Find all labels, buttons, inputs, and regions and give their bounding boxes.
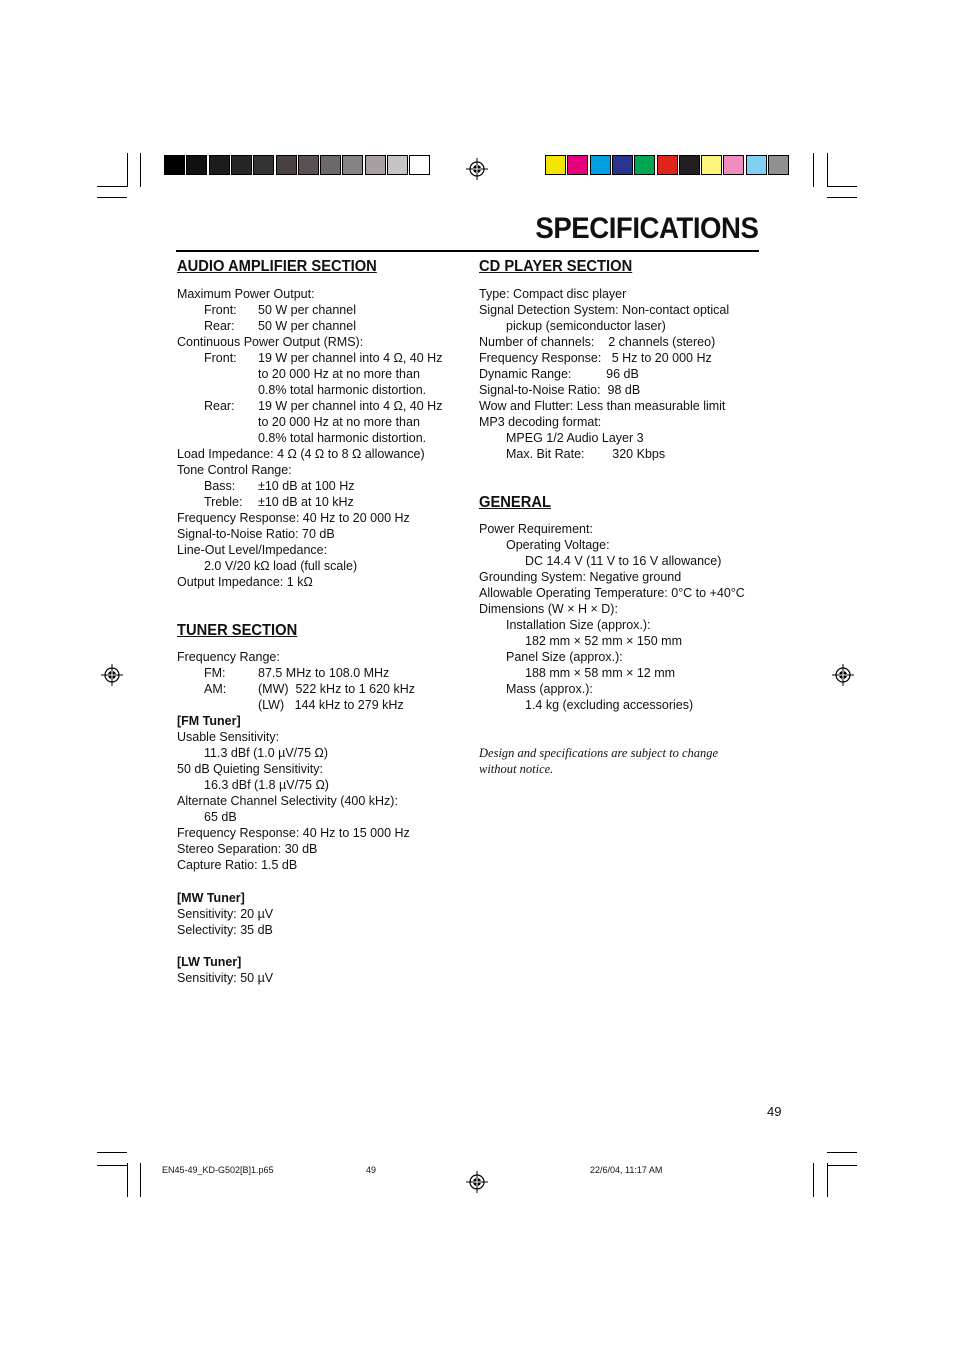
spec-line: Wow and Flutter: Less than measurable limit [479,399,726,413]
spec-label: Front: [204,351,237,365]
color-swatch [387,155,408,175]
registration-mark-icon [101,664,123,686]
subheading: [LW Tuner] [177,955,242,969]
color-swatch [365,155,386,175]
spec-line: Tone Control Range: [177,463,292,477]
spec-value: 16.3 dBf (1.8 µV/75 Ω) [204,778,329,792]
spec-value: ±10 dB at 100 Hz [258,479,355,493]
spec-value: 50 W per channel [258,303,356,317]
spec-line: Continuous Power Output (RMS): [177,335,364,349]
spec-line: Frequency Response: 40 Hz to 20 000 Hz [177,511,410,525]
spec-line: Alternate Channel Selectivity (400 kHz): [177,794,398,808]
subheading: [FM Tuner] [177,714,241,728]
spec-value: 0.8% total harmonic distortion. [258,431,427,445]
color-swatch [209,155,230,175]
spec-line: MPEG 1/2 Audio Layer 3 [506,431,644,445]
spec-line: Type: Compact disc player [479,287,627,301]
spec-line: MP3 decoding format: [479,415,602,429]
spec-line: Output Impedance: 1 kΩ [177,575,313,589]
crop-mark [97,186,127,187]
spec-line: Max. Bit Rate: 320 Kbps [506,447,666,461]
color-swatch [253,155,274,175]
spec-line: Signal-to-Noise Ratio: 98 dB [479,383,641,397]
spec-value: 87.5 MHz to 108.0 MHz [258,666,390,680]
spec-value: 188 mm × 58 mm × 12 mm [525,666,676,680]
spec-value: 182 mm × 52 mm × 150 mm [525,634,683,648]
spec-line: Frequency Range: [177,650,280,664]
registration-mark-icon [466,158,488,180]
footer-page: 49 [366,1165,377,1175]
spec-label: Bass: [204,479,236,493]
color-swatch [768,155,789,175]
spec-line: Frequency Response: 40 Hz to 15 000 Hz [177,826,410,840]
spec-line: Load Impedance: 4 Ω (4 Ω to 8 Ω allowance) [177,447,425,461]
spec-line: Signal Detection System: Non-contact optical [479,303,730,317]
spec-value: 65 dB [204,810,237,824]
spec-line: Maximum Power Output: [177,287,315,301]
crop-mark [827,197,857,198]
cd-heading: CD PLAYER SECTION [479,258,633,275]
spec-value: 19 W per channel into 4 Ω, 40 Hz [258,399,443,413]
spec-value: 2.0 V/20 kΩ load (full scale) [204,559,358,573]
color-swatch [320,155,341,175]
color-swatch [634,155,655,175]
tuner-heading: TUNER SECTION [177,622,298,639]
spec-line: Grounding System: Negative ground [479,570,682,584]
color-swatch [701,155,722,175]
crop-mark [97,1152,127,1153]
spec-value: to 20 000 Hz at no more than [258,415,420,429]
color-swatch [746,155,767,175]
spec-line: Signal-to-Noise Ratio: 70 dB [177,527,335,541]
title-rule [176,250,759,252]
spec-line: Line-Out Level/Impedance: [177,543,328,557]
color-swatch [612,155,633,175]
spec-line: Allowable Operating Temperature: 0°C to +40°C [479,586,745,600]
spec-line: Operating Voltage: [506,538,610,552]
crop-mark [827,153,828,187]
spec-label: Front: [204,303,237,317]
registration-mark-icon [466,1171,488,1193]
color-swatch [342,155,363,175]
color-swatch [164,155,185,175]
crop-mark [827,186,857,187]
spec-value: 11.3 dBf (1.0 µV/75 Ω) [204,746,329,760]
crop-mark [97,1165,127,1166]
spec-line: Capture Ratio: 1.5 dB [177,858,298,872]
spec-line: Panel Size (approx.): [506,650,623,664]
spec-value: ±10 dB at 10 kHz [258,495,354,509]
spec-label: Rear: [204,319,235,333]
crop-mark [140,1163,141,1197]
spec-line: pickup (semiconductor laser) [506,319,666,333]
subheading: [MW Tuner] [177,891,245,905]
spec-value: 50 W per channel [258,319,356,333]
spec-line: Dimensions (W × H × D): [479,602,618,616]
spec-line: Installation Size (approx.): [506,618,651,632]
color-swatch [590,155,611,175]
crop-mark [827,1152,857,1153]
registration-mark-icon [832,664,854,686]
color-swatch [567,155,588,175]
spec-value: (MW) 522 kHz to 1 620 kHz [258,682,415,696]
spec-label: FM: [204,666,226,680]
spec-line: Mass (approx.): [506,682,593,696]
spec-line: Power Requirement: [479,522,593,536]
spec-value: 19 W per channel into 4 Ω, 40 Hz [258,351,443,365]
crop-mark [127,153,128,187]
spec-value: 1.4 kg (excluding accessories) [525,698,694,712]
spec-value: DC 14.4 V (11 V to 16 V allowance) [525,554,722,568]
spec-label: Treble: [204,495,243,509]
spec-line: 50 dB Quieting Sensitivity: [177,762,323,776]
color-swatch [723,155,744,175]
color-swatch [186,155,207,175]
spec-line: Selectivity: 35 dB [177,923,273,937]
color-swatch [545,155,566,175]
color-swatch [409,155,430,175]
spec-line: Sensitivity: 20 µV [177,907,274,921]
footer-filename: EN45-49_KD-G502[B]1.p65 [162,1165,274,1175]
spec-label: AM: [204,682,227,696]
audio-heading: AUDIO AMPLIFIER SECTION [177,258,377,275]
crop-mark [97,197,127,198]
color-swatch [657,155,678,175]
color-swatch [231,155,252,175]
color-swatch [679,155,700,175]
color-swatch [298,155,319,175]
spec-line: Usable Sensitivity: [177,730,280,744]
page-title: SPECIFICATIONS [534,212,758,245]
spec-label: Rear: [204,399,235,413]
color-swatch [276,155,297,175]
crop-mark [127,1163,128,1197]
spec-value: (LW) 144 kHz to 279 kHz [258,698,404,712]
spec-line: Sensitivity: 50 µV [177,971,274,985]
crop-mark [813,1163,814,1197]
crop-mark [813,153,814,187]
disclaimer-note: without notice. [479,762,554,776]
spec-line: Number of channels: 2 channels (stereo) [479,335,716,349]
spec-value: 0.8% total harmonic distortion. [258,383,427,397]
general-heading: GENERAL [479,494,551,511]
spec-line: Dynamic Range: 96 dB [479,367,639,381]
spec-line: Stereo Separation: 30 dB [177,842,318,856]
spec-line: Frequency Response: 5 Hz to 20 000 Hz [479,351,712,365]
spec-value: to 20 000 Hz at no more than [258,367,420,381]
page-number: 49 [767,1104,782,1119]
crop-mark [827,1163,828,1197]
crop-mark [140,153,141,187]
disclaimer-note: Design and specifications are subject to change [479,746,719,760]
footer-date: 22/6/04, 11:17 AM [590,1165,663,1175]
crop-mark [827,1165,857,1166]
